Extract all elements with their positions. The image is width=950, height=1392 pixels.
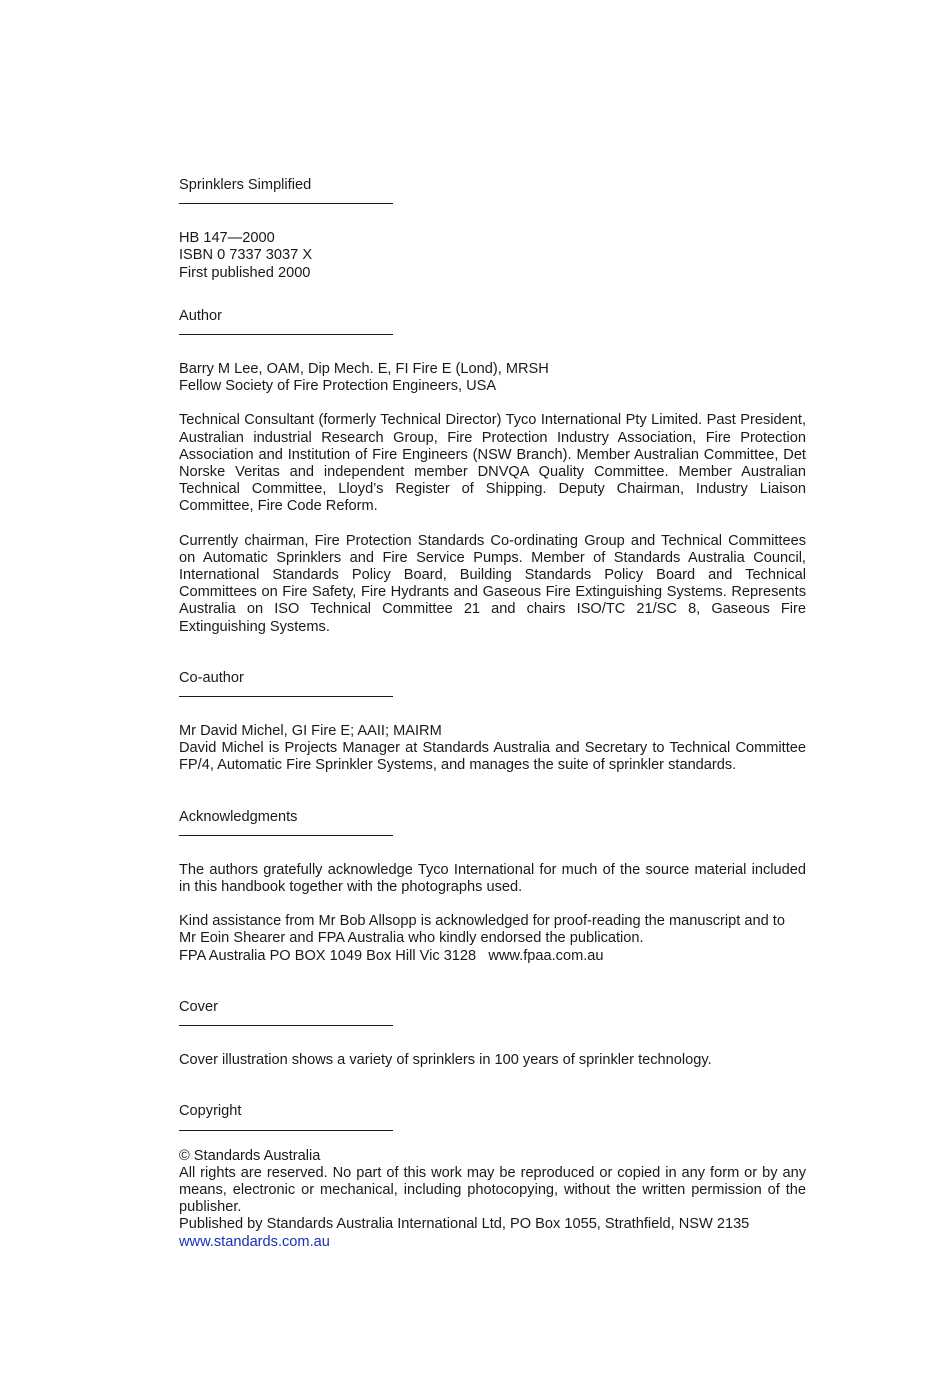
heading-rule	[179, 835, 393, 836]
first-published-line: First published 2000	[179, 264, 311, 281]
author-section	[179, 308, 806, 636]
copyright-owner: © Standards Australia	[179, 1147, 321, 1164]
acknowledgments-section	[179, 809, 806, 965]
title-section	[179, 177, 806, 282]
coauthor-name: Mr David Michel, GI Fire E; AAII; MAIRM	[179, 723, 442, 740]
heading-rule	[179, 696, 393, 697]
publisher-address: Published by Standards Australia International Ltd, PO Box 1055, Strathfield, NSW 2135	[179, 1216, 750, 1233]
standards-website-link[interactable]: www.standards.com.au	[179, 1233, 330, 1250]
heading-rule	[179, 203, 393, 204]
coauthor-heading: Co-author	[179, 669, 244, 686]
hb-number: HB 147—2000	[179, 230, 275, 247]
author-heading: Author	[179, 307, 222, 324]
publication-details	[179, 230, 806, 282]
copyright-section	[179, 1103, 806, 1250]
acknowledgments-paragraph-1: The authors gratefully acknowledge Tyco International for much of the source material included in this handbook together with the photographs used.	[179, 861, 806, 896]
acknowledgments-paragraph-2: Kind assistance from Mr Bob Allsopp is acknowledged for proof-reading the manuscript and to Mr Eoin Shearer and FPA Australia who kindly endorsed the publication.	[179, 913, 785, 947]
copyright-heading: Copyright	[179, 1103, 242, 1120]
author-fellowship: Fellow Society of Fire Protection Engineers, USA	[179, 378, 497, 395]
heading-rule	[179, 1130, 393, 1131]
coauthor-bio: David Michel is Projects Manager at Standards Australia and Secretary to Technical Committee FP/4, Automatic Fire Sprinkler Systems, and manages the suite of sprinkler standards.	[179, 740, 806, 774]
document-page	[179, 177, 806, 1251]
cover-description: Cover illustration shows a variety of sprinklers in 100 years of sprinkler technology.	[179, 1052, 712, 1069]
isbn-line: ISBN 0 7337 3037 X	[179, 247, 313, 264]
cover-section	[179, 999, 806, 1069]
acknowledgments-heading: Acknowledgments	[179, 808, 298, 825]
copyright-details	[179, 1148, 806, 1251]
author-credentials	[179, 361, 806, 395]
book-title-heading: Sprinklers Simplified	[179, 177, 312, 193]
rights-statement: All rights are reserved. No part of this work may be reproduced or copied in any form or by any means, electronic or mechanical, including photocopying, without the written permission of the publisher.	[179, 1164, 806, 1216]
acknowledgments-block-2	[179, 913, 806, 965]
coauthor-section	[179, 670, 806, 775]
heading-rule	[179, 1025, 393, 1026]
coauthor-details	[179, 723, 806, 775]
author-bio-paragraph-2: Currently chairman, Fire Protection Standards Co-ordinating Group and Technical Committees on Automatic Sprinklers and Fire Service Pumps. Member of Standards Australia Council, International Standards Policy Board, Building Standards Policy Board and Technical Committees on Fire Safety, Fire Hydrants and Gaseous Fire Extinguishing Systems. Represents Australia on ISO Technical Committee 21 and chairs ISO/TC 21/SC 8, Gaseous Fire Extinguishing Systems.	[179, 532, 806, 635]
fpa-address-line: FPA Australia PO BOX 1049 Box Hill Vic 3128 www.fpaa.com.au	[179, 947, 604, 964]
heading-rule	[179, 334, 393, 335]
author-bio-paragraph-1: Technical Consultant (formerly Technical Director) Tyco International Pty Limited. Past President, Australian industrial Research Group, Fire Protection Industry Association, Fire Protection Association and Institution of Fire Engineers (NSW Branch). Member Australian Committee, Det Norske Veritas and independent member DNVQA Quality Committee. Member Australian Technical Committee, Lloyd’s Register of Shipping. Deputy Chairman, Industry Liaison Committee, Fire Code Reform.	[179, 412, 806, 515]
cover-heading: Cover	[179, 998, 218, 1015]
author-name: Barry M Lee, OAM, Dip Mech. E, FI Fire E (Lond), MRSH	[179, 361, 549, 378]
